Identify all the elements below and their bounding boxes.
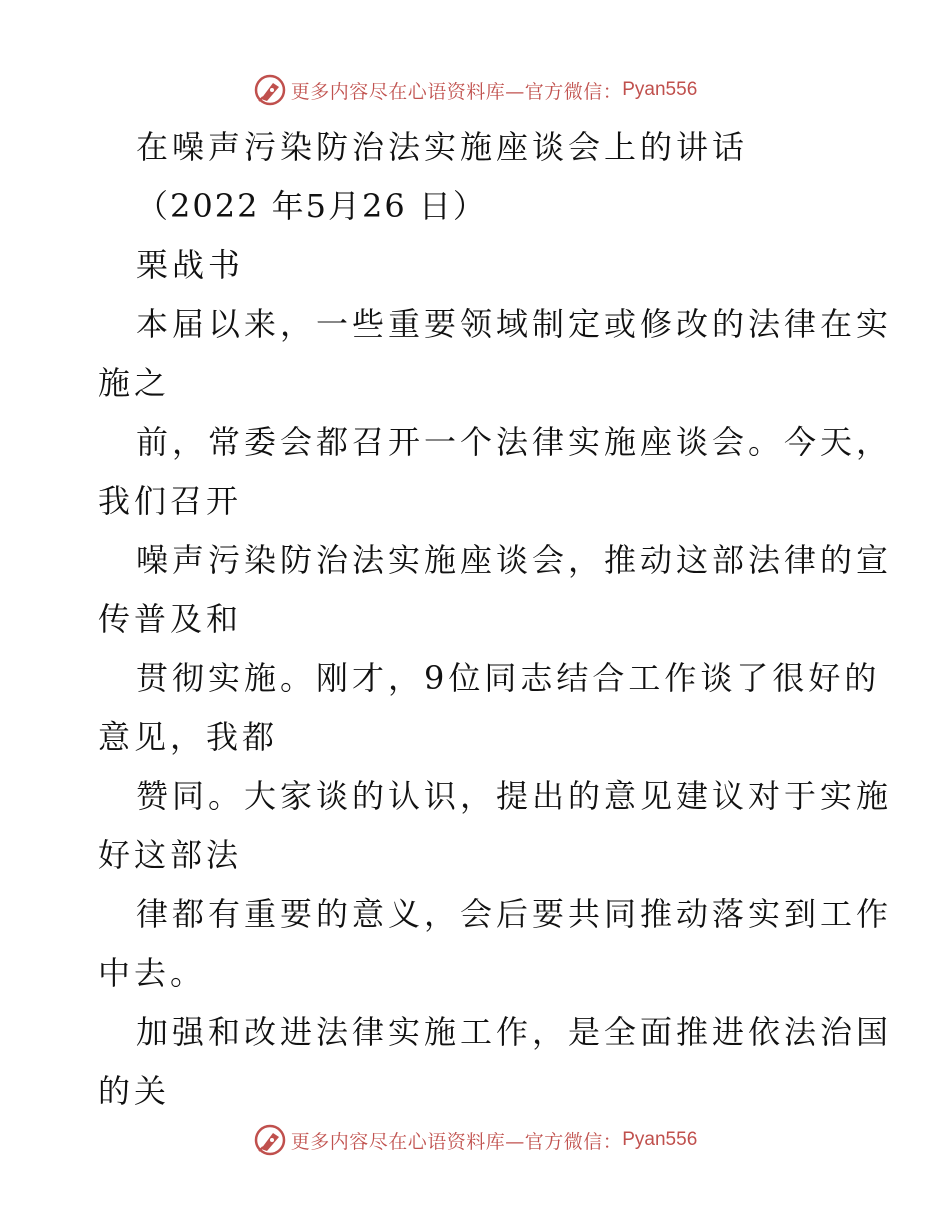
doc-author: 栗战书 [136,246,245,284]
paragraph-line: 加强和改进法律实施工作，是全面推进依法治国 [136,1013,893,1051]
banner-wechat-id: Pyan556 [622,1129,698,1150]
paragraph-line: 传普及和 [98,600,243,638]
banner-text: 更多内容尽在心语资料库—官方微信： [290,1130,623,1153]
document-body [98,118,893,1121]
paragraph-line: 本届以来，一些重要领域制定或修改的法律在实 [136,305,893,343]
pen-nib-logo-icon [253,1123,287,1157]
paragraph-line: 的关 [98,1072,171,1110]
doc-date: （2022 年5月26 日） [136,187,487,225]
paragraph-line: 贯彻实施。刚才，9位同志结合工作谈了很好的 [136,659,881,697]
footer-watermark-banner [0,1120,950,1160]
paragraph-line: 好这部法 [98,836,243,874]
paragraph-line: 律都有重要的意义，会后要共同推动落实到工作 [136,895,893,933]
paragraph-line: 施之 [98,364,171,402]
paragraph-line: 中去。 [98,954,207,992]
paragraph-line: 前，常委会都召开一个法律实施座谈会。今天， [136,423,893,461]
banner-wechat-id: Pyan556 [622,79,698,100]
pen-nib-logo-icon [253,73,287,107]
paragraph-line: 噪声污染防治法实施座谈会，推动这部法律的宣 [136,541,893,579]
banner-text: 更多内容尽在心语资料库—官方微信： [290,80,623,103]
paragraph-line: 我们召开 [98,482,243,520]
header-watermark-banner [0,70,950,110]
paragraph-line: 意见，我都 [98,718,279,756]
doc-title: 在噪声污染防治法实施座谈会上的讲话 [136,128,749,166]
paragraph-line: 赞同。大家谈的认识，提出的意见建议对于实施 [136,777,893,815]
